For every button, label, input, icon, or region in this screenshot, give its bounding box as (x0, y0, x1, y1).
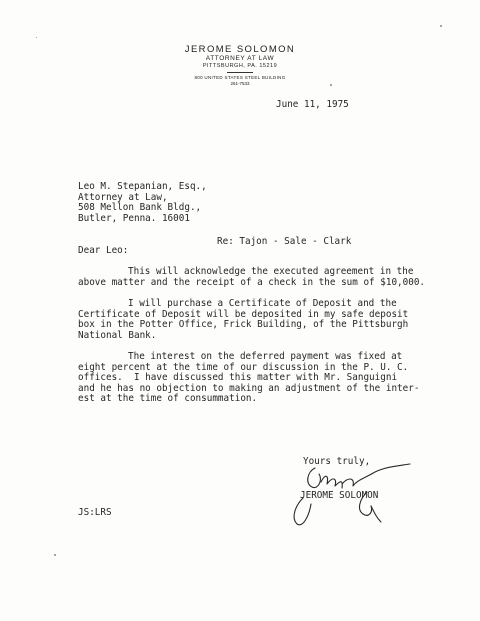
letterhead-rule (227, 72, 253, 73)
signer-name: JEROME SOLOMON (300, 490, 379, 501)
body-line: National Bank. (78, 329, 157, 341)
letterhead-address: 800 UNITED STATES STEEL BUILDING (194, 75, 286, 80)
letterhead-city: PITTSBURGH, PA. 15219 (202, 63, 278, 69)
paper-speck (330, 84, 332, 86)
body-line: I will purchase a Certificate of Deposit and the (128, 298, 397, 309)
letterhead-phone: 261-7533 (230, 81, 250, 86)
body-line: This will acknowledge the executed agreement in the (128, 266, 414, 277)
letterhead-title: ATTORNEY AT LAW (205, 55, 275, 62)
letter-date: June 11, 1975 (276, 99, 349, 110)
body-line: est at the time of consummation. (78, 393, 258, 404)
recipient-line: Butler, Penna. 16001 (78, 212, 190, 224)
letterhead-name: JEROME SOLOMON (184, 44, 296, 55)
body-line: Certificate of Deposit will be deposited in my safe deposit (78, 308, 409, 320)
recipient-line: Attorney at Law, (78, 191, 168, 203)
paper-speck (54, 554, 56, 556)
body-line: The interest on the deferred payment was fixed at (128, 351, 403, 362)
recipient-line: 508 Mellon Bank Bldg., (78, 202, 202, 213)
body-line: and he has no objection to making an adjustment of the inter- (78, 382, 420, 394)
recipient-line: Leo M. Stepanian, Esq., (78, 181, 207, 192)
body-line: box in the Potter Office, Frick Building, of the Pittsburgh (78, 319, 409, 330)
paper-speck (36, 37, 37, 38)
closing: Yours truly, (303, 456, 371, 467)
reference-line: Re: Tajon - Sale - Clark (217, 236, 352, 247)
typist-initials: JS:LRS (78, 507, 112, 518)
salutation: Dear Leo: (78, 245, 129, 256)
body-line: eight percent at the time of our discussion in the P. U. C. (78, 361, 409, 373)
letterhead (150, 44, 330, 87)
body-line: offices. I have discussed this matter with Mr. Sanguigni (78, 372, 398, 383)
paper-speck (440, 25, 442, 27)
body-line: above matter and the receipt of a check in the sum of $10,000. (78, 276, 426, 288)
